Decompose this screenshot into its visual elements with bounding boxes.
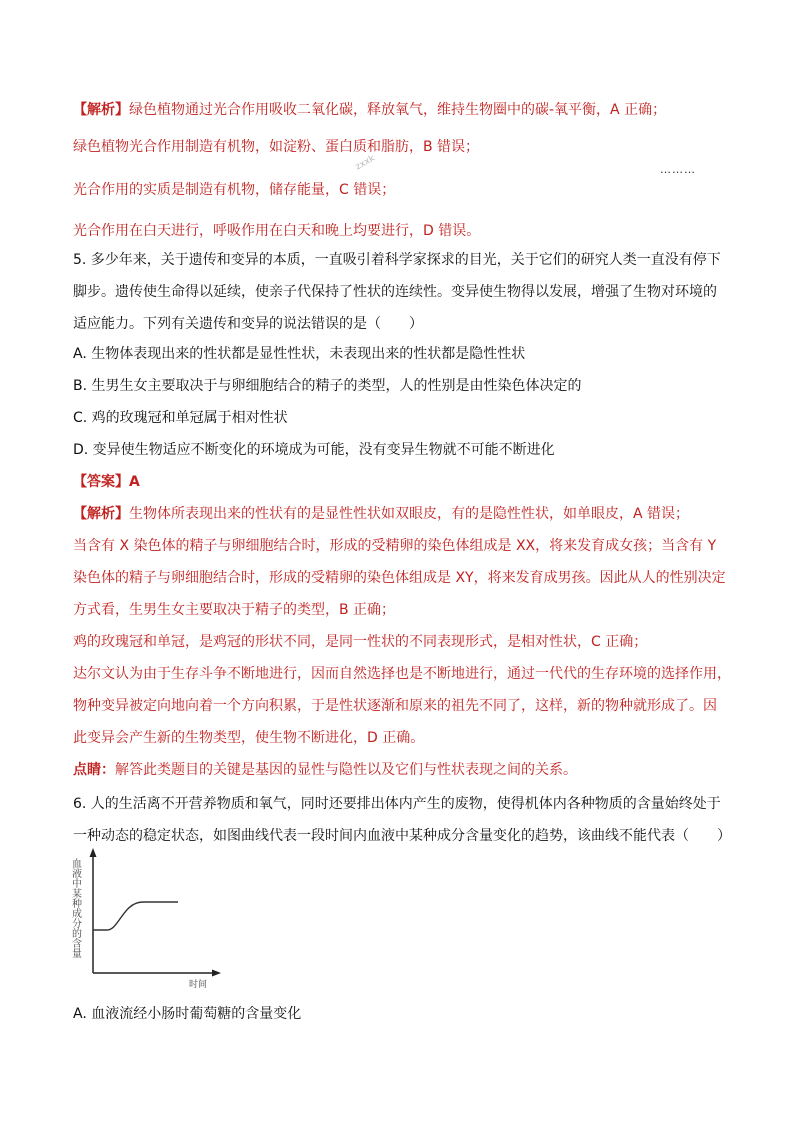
- ellipsis: ………: [660, 163, 696, 176]
- analysis-text: 绿色植物通过光合作用吸收二氧化碳，释放氧气，维持生物圈中的碳-氧平衡，A 正确；: [129, 102, 667, 118]
- q5-stem-2: 脚步。遗传使生命得以延续，使亲子代保持了性状的连续性。变异使生物得以发展，增强了生物对环境的: [73, 284, 717, 300]
- q5-option-b: B. 生男生女主要取决于与卵细胞结合的精子的类型，人的性别是由性染色体决定的: [73, 378, 582, 394]
- q5-analysis-1: [73, 504, 689, 524]
- analysis-line-2: 绿色植物光合作用制造有机物，如淀粉、蛋白质和脂肪，B 错误；: [73, 139, 480, 155]
- y-axis-label: 血液中某种成分的含量: [69, 858, 81, 958]
- q5-analysis-3: 染色体的精子与卵细胞结合时，形成的受精卵的染色体组成是 XY，将来发育成男孩。因此从人的性别决定: [73, 570, 726, 586]
- curve: [93, 902, 178, 930]
- q6-stem-1: 6. 人的生活离不开营养物质和氧气，同时还要排出体内产生的废物，使得机体内各种物质的含量始终处于: [73, 796, 721, 812]
- watermark: zxxk: [353, 153, 377, 173]
- q5-answer: [73, 472, 140, 492]
- q5-option-d: D. 变异使生物适应不断变化的环境成为可能，没有变异生物就不可能不断进化: [73, 442, 555, 458]
- q5-analysis-6: 达尔文认为由于生存斗争不断地进行，因而自然选择也是不断地进行，通过一代代的生存环境的选择作用，: [73, 666, 731, 682]
- q5-analysis-8: 此变异会产生新的生物类型，使生物不断进化，D 正确。: [73, 730, 425, 746]
- answer-value: A: [129, 474, 140, 490]
- tip-text: 解答此类题目的关键是基因的显性与隐性以及它们与性状表现之间的关系。: [115, 762, 577, 778]
- q5-stem-1: 5. 多少年来，关于遗传和变异的本质，一直吸引着科学家探求的目光，关于它们的研究人类一直没有停下: [73, 252, 721, 268]
- x-axis-arrow: [212, 970, 221, 977]
- analysis-line-3: 光合作用的实质是制造有机物，储存能量，C 错误；: [73, 182, 396, 198]
- q5-analysis-2: 当含有 X 染色体的精子与卵细胞结合时，形成的受精卵的染色体组成是 XX，将来发育成女孩；当含有 Y: [73, 538, 717, 554]
- analysis-line-4: 光合作用在白天进行，呼吸作用在白天和晚上均要进行，D 错误。: [73, 223, 481, 239]
- q5-analysis-4: 方式看，生男生女主要取决于精子的类型，B 正确；: [73, 602, 396, 618]
- q5-tip: [73, 760, 577, 780]
- answer-label: 【答案】: [73, 474, 129, 490]
- q5-analysis-5: 鸡的玫瑰冠和单冠，是鸡冠的形状不同，是同一性状的不同表现形式，是相对性状，C 正确；: [73, 634, 648, 650]
- analysis-line-1: [73, 100, 666, 120]
- analysis-text: 生物体所表现出来的性状有的是显性性状如双眼皮，有的是隐性性状，如单眼皮，A 错误；: [129, 506, 690, 522]
- tip-label: 点睛：: [73, 762, 115, 778]
- x-axis-label: 时间: [189, 980, 208, 990]
- q5-analysis-7: 物种变异被定向地向着一个方向积累，于是性状逐渐和原来的祖先不同了，这样，新的物种就形成了。因: [73, 698, 717, 714]
- q5-option-c: C. 鸡的玫瑰冠和单冠属于相对性状: [73, 410, 288, 426]
- q5-option-a: A. 生物体表现出来的性状都是显性性状，未表现出来的性状都是隐性性状: [73, 346, 526, 362]
- analysis-label: 【解析】: [73, 506, 129, 522]
- content-curve-graph: [69, 848, 225, 990]
- analysis-label: 【解析】: [73, 102, 129, 118]
- y-axis-arrow: [90, 848, 97, 857]
- q6-option-a: A. 血液流经小肠时葡萄糖的含量变化: [73, 1006, 302, 1022]
- q6-stem-2: 一种动态的稳定状态，如图曲线代表一段时间内血液中某种成分含量变化的趋势，该曲线不能代表（ ）: [73, 828, 731, 844]
- q5-stem-3: 适应能力。下列有关遗传和变异的说法错误的是（ ）: [73, 316, 423, 332]
